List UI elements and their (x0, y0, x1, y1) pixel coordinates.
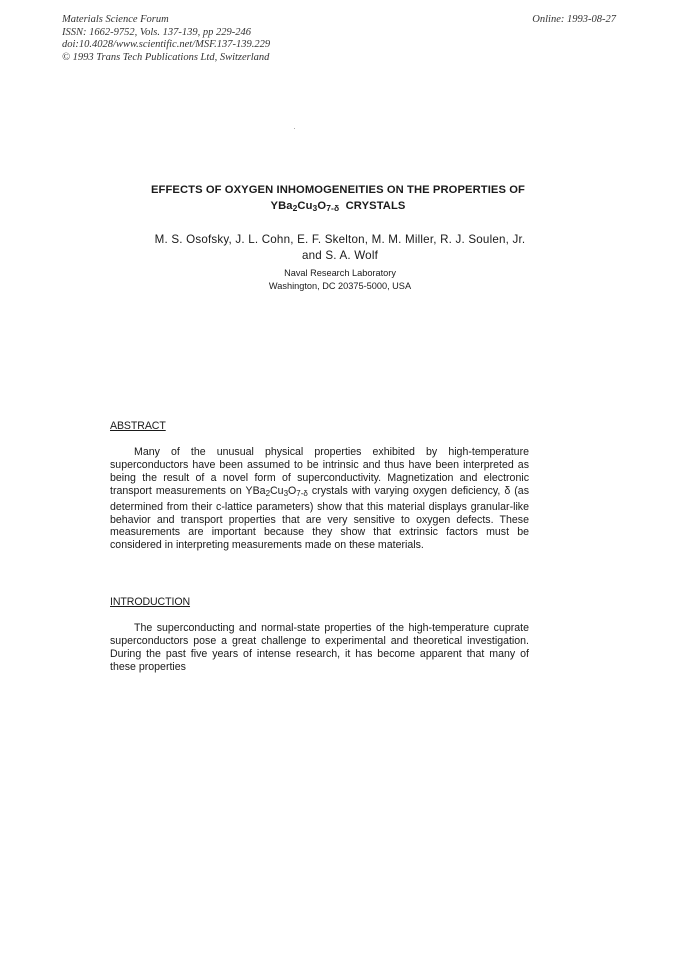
abstract-paragraph (110, 446, 529, 552)
publication-metadata (62, 14, 270, 64)
abstract-text-2: crystals with varying oxygen deficiency, δ (as determined from their c-lattice parameters) show that this material displays granular-like behavior and transport properties that are very sensitive to oxygen defects. These measurements are important because they show that extrinsic factors must be considered in interpreting measurements made on these materials. (110, 484, 529, 552)
affiliation-address: Washington, DC 20375-5000, USA (268, 281, 412, 291)
formula-part: O (288, 484, 297, 497)
title-formula (271, 200, 340, 212)
title-line-1: EFFECTS OF OXYGEN INHOMOGENEITIES ON THE PROPERTIES OF (150, 184, 525, 196)
formula-part: Cu (297, 199, 313, 212)
abstract-formula (246, 485, 308, 497)
formula-subscript: 2 (265, 488, 271, 498)
formula-part: YBa (270, 199, 293, 212)
journal-name: Materials Science Forum (62, 14, 169, 25)
formula-subscript: 7-δ (296, 488, 308, 498)
title-line-2 (108, 199, 568, 217)
affiliation-org: Naval Research Laboratory (284, 268, 396, 278)
paper-title (108, 183, 568, 216)
formula-subscript: 3 (283, 488, 289, 498)
online-date: Online: 1993-08-27 (532, 14, 616, 25)
author-list (100, 232, 580, 264)
formula-part: YBa (245, 484, 266, 497)
doi-line[interactable]: doi:10.4028/www.scientific.net/MSF.137-139.229 (62, 39, 271, 50)
abstract-heading: ABSTRACT (110, 420, 166, 432)
formula-subscript: 3 (312, 202, 318, 213)
copyright-line: © 1993 Trans Tech Publications Ltd, Switzerland (62, 51, 270, 63)
scan-speck (294, 128, 295, 129)
authors-line-1: M. S. Osofsky, J. L. Cohn, E. F. Skelton, M. M. Miller, R. J. Soulen, Jr. (154, 233, 526, 246)
authors-line-2: and S. A. Wolf (301, 249, 379, 262)
affiliation (100, 267, 580, 293)
abstract-text-1: Many of the unusual physical properties exhibited by high-temperature superconductors have been assumed to be intrinsic and thus have been interpreted as being the result of a novel form of superconductivity. Magnetization and electronic transport measurements on (110, 446, 529, 497)
title-crystals: CRYSTALS (345, 199, 406, 212)
introduction-paragraph: The superconducting and normal-state properties of the high-temperature cuprate superconductors pose a great challenge to experimental and theoretical investigation. During the past five years of intense research, it has become apparent that many of these properties (110, 622, 529, 673)
formula-part: O (317, 199, 327, 212)
issn-line: ISSN: 1662-9752, Vols. 137-139, pp 229-246 (62, 26, 251, 38)
formula-subscript: 7-δ (326, 202, 340, 213)
formula-subscript: 2 (292, 202, 298, 213)
introduction-heading: INTRODUCTION (110, 596, 191, 608)
formula-part: Cu (270, 484, 284, 497)
